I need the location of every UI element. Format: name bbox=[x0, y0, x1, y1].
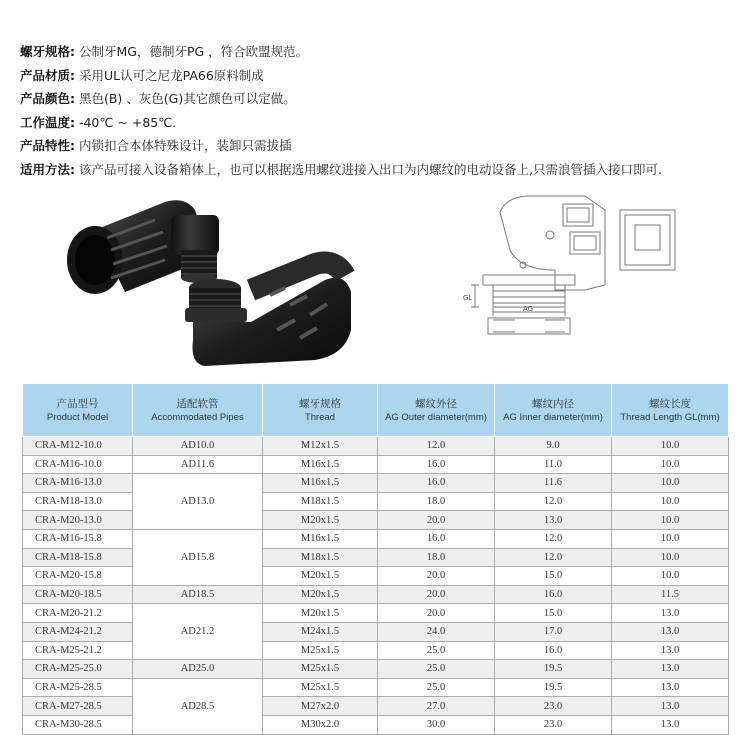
table-cell-thread: M24x1.5 bbox=[263, 622, 378, 641]
table-cell-inner: 13.0 bbox=[495, 511, 612, 530]
spec-row-usage bbox=[20, 158, 740, 182]
connector-left bbox=[67, 200, 219, 294]
col-header-pipe: 适配软管 Accommodated Pipes bbox=[133, 384, 263, 437]
spec-label: 螺牙规格: bbox=[20, 44, 75, 59]
table-cell-model: CRA-M16-13.0 bbox=[23, 474, 133, 493]
table-cell-length: 13.0 bbox=[612, 641, 729, 660]
table-cell-inner: 16.0 bbox=[495, 641, 612, 660]
table-cell-length: 13.0 bbox=[612, 715, 729, 734]
spec-value: 内锁扣合本体特殊设计，装卸只需拔插 bbox=[75, 138, 292, 153]
spec-row-feature bbox=[20, 134, 740, 158]
table-cell-length: 10.0 bbox=[612, 474, 729, 493]
table-row bbox=[23, 678, 729, 697]
spec-value: 该产品可接入设备箱体上，也可以根据选用螺纹进接入出口为内螺纹的电动设备上,只需浪管插入接口即可. bbox=[75, 161, 662, 177]
table-cell-model: CRA-M20-13.0 bbox=[23, 511, 133, 530]
spec-row-material bbox=[20, 64, 740, 88]
table-cell-model: CRA-M25-21.2 bbox=[23, 641, 133, 660]
table-cell-inner: 11.6 bbox=[495, 474, 612, 493]
spec-row-temperature bbox=[20, 111, 740, 135]
table-cell-pipe: AD11.6 bbox=[133, 455, 263, 474]
table-cell-model: CRA-M30-28.5 bbox=[23, 715, 133, 734]
table-cell-outer: 20.0 bbox=[378, 604, 495, 623]
table-cell-length: 10.0 bbox=[612, 437, 729, 456]
table-cell-outer: 16.0 bbox=[378, 529, 495, 548]
table-cell-model: CRA-M16-15.8 bbox=[23, 529, 133, 548]
table-cell-inner: 12.0 bbox=[495, 529, 612, 548]
product-photo bbox=[55, 180, 355, 375]
table-cell-model: CRA-M24-21.2 bbox=[23, 622, 133, 641]
table-cell-outer: 20.0 bbox=[378, 567, 495, 586]
col-header-inner: 螺纹内径 AG Inner diameter(mm) bbox=[495, 384, 612, 437]
table-cell-inner: 19.5 bbox=[495, 660, 612, 679]
table-cell-outer: 27.0 bbox=[378, 697, 495, 716]
table-cell-thread: M25x1.5 bbox=[263, 641, 378, 660]
table-cell-thread: M20x1.5 bbox=[263, 567, 378, 586]
table-cell-length: 13.0 bbox=[612, 604, 729, 623]
table-row bbox=[23, 548, 729, 567]
spec-row-thread bbox=[20, 40, 740, 64]
table-cell-length: 10.0 bbox=[612, 492, 729, 511]
table-cell-thread: M25x1.5 bbox=[263, 678, 378, 697]
table-row bbox=[23, 437, 729, 456]
table-cell-thread: M16x1.5 bbox=[263, 474, 378, 493]
table-cell-length: 13.0 bbox=[612, 660, 729, 679]
table-cell-thread: M16x1.5 bbox=[263, 455, 378, 474]
table-cell-model: CRA-M20-18.5 bbox=[23, 585, 133, 604]
table-row bbox=[23, 604, 729, 623]
table-header-row bbox=[23, 384, 729, 437]
spec-label: 产品颜色: bbox=[20, 91, 75, 106]
table-row bbox=[23, 529, 729, 548]
table-cell-pipe: AD15.8 bbox=[133, 529, 263, 585]
table-cell-outer: 18.0 bbox=[378, 492, 495, 511]
table-cell-inner: 12.0 bbox=[495, 492, 612, 511]
col-header-thread: 螺牙规格 Thread bbox=[263, 384, 378, 437]
table-row bbox=[23, 660, 729, 679]
technical-drawing bbox=[455, 190, 685, 350]
table-cell-model: CRA-M18-15.8 bbox=[23, 548, 133, 567]
table-cell-model: CRA-M18-13.0 bbox=[23, 492, 133, 511]
table-row bbox=[23, 567, 729, 586]
col-header-length: 螺纹长度 Thread Length GL(mm) bbox=[612, 384, 729, 437]
col-header-outer: 螺纹外径 AG Outer diameter(mm) bbox=[378, 384, 495, 437]
table-cell-inner: 12.0 bbox=[495, 548, 612, 567]
spec-value: -40℃ ~ +85℃. bbox=[75, 114, 177, 130]
table-cell-thread: M20x1.5 bbox=[263, 511, 378, 530]
table-row bbox=[23, 715, 729, 734]
table-cell-inner: 19.5 bbox=[495, 678, 612, 697]
spec-list bbox=[20, 40, 740, 181]
table-cell-thread: M27x2.0 bbox=[263, 697, 378, 716]
table-cell-thread: M20x1.5 bbox=[263, 585, 378, 604]
table-cell-outer: 25.0 bbox=[378, 641, 495, 660]
table-cell-length: 13.0 bbox=[612, 622, 729, 641]
table-cell-model: CRA-M25-25.0 bbox=[23, 660, 133, 679]
table-cell-pipe: AD25.0 bbox=[133, 660, 263, 679]
table-row bbox=[23, 511, 729, 530]
table-row bbox=[23, 641, 729, 660]
table-row bbox=[23, 622, 729, 641]
table-cell-length: 10.0 bbox=[612, 511, 729, 530]
table-cell-outer: 16.0 bbox=[378, 474, 495, 493]
table-cell-length: 13.0 bbox=[612, 697, 729, 716]
table-cell-length: 10.0 bbox=[612, 529, 729, 548]
spec-label: 产品特性: bbox=[20, 138, 75, 153]
table-cell-thread: M20x1.5 bbox=[263, 604, 378, 623]
table-cell-outer: 30.0 bbox=[378, 715, 495, 734]
table-cell-thread: M30x2.0 bbox=[263, 715, 378, 734]
table-cell-model: CRA-M25-28.5 bbox=[23, 678, 133, 697]
table-cell-pipe: AD10.0 bbox=[133, 437, 263, 456]
table-cell-outer: 25.0 bbox=[378, 660, 495, 679]
table-cell-model: CRA-M16-10.0 bbox=[23, 455, 133, 474]
table-cell-inner: 9.0 bbox=[495, 437, 612, 456]
spec-label: 产品材质: bbox=[20, 67, 75, 83]
table-cell-length: 10.0 bbox=[612, 548, 729, 567]
table-cell-thread: M18x1.5 bbox=[263, 548, 378, 567]
table-row bbox=[23, 585, 729, 604]
table-cell-inner: 15.0 bbox=[495, 604, 612, 623]
table-cell-thread: M18x1.5 bbox=[263, 492, 378, 511]
spec-value: 黑色(B) 、灰色(G)其它颜色可以定做。 bbox=[75, 91, 296, 106]
table-cell-pipe: AD13.0 bbox=[133, 474, 263, 530]
table-cell-model: CRA-M27-28.5 bbox=[23, 697, 133, 716]
table-body bbox=[23, 437, 729, 735]
table-cell-pipe: AD21.2 bbox=[133, 604, 263, 660]
table-cell-length: 13.0 bbox=[612, 678, 729, 697]
table-cell-model: CRA-M20-15.8 bbox=[23, 567, 133, 586]
table-cell-inner: 23.0 bbox=[495, 697, 612, 716]
table-cell-model: CRA-M12-10.0 bbox=[23, 437, 133, 456]
table-cell-length: 10.0 bbox=[612, 567, 729, 586]
spec-value: 采用UL认可之尼龙PA66原料制成 bbox=[75, 67, 264, 83]
col-header-model: 产品型号 Product Model bbox=[23, 384, 133, 437]
spec-table bbox=[22, 383, 729, 735]
table-cell-inner: 15.0 bbox=[495, 567, 612, 586]
table-cell-inner: 11.0 bbox=[495, 455, 612, 474]
table-cell-outer: 20.0 bbox=[378, 511, 495, 530]
table-cell-inner: 17.0 bbox=[495, 622, 612, 641]
table-cell-length: 10.0 bbox=[612, 455, 729, 474]
table-row bbox=[23, 492, 729, 511]
table-cell-thread: M12x1.5 bbox=[263, 437, 378, 456]
table-cell-outer: 25.0 bbox=[378, 678, 495, 697]
table-cell-length: 11.5 bbox=[612, 585, 729, 604]
spec-row-color bbox=[20, 87, 740, 111]
table-cell-inner: 16.0 bbox=[495, 585, 612, 604]
table-cell-outer: 16.0 bbox=[378, 455, 495, 474]
table-cell-model: CRA-M20-21.2 bbox=[23, 604, 133, 623]
table-cell-thread: M16x1.5 bbox=[263, 529, 378, 548]
table-cell-outer: 12.0 bbox=[378, 437, 495, 456]
spec-value: 公制牙MG，德制牙PG ，符合欧盟规范。 bbox=[75, 44, 309, 59]
table-cell-outer: 24.0 bbox=[378, 622, 495, 641]
spec-label: 工作温度: bbox=[20, 114, 75, 130]
gl-label: GL bbox=[463, 294, 473, 302]
table-row bbox=[23, 455, 729, 474]
table-cell-thread: M25x1.5 bbox=[263, 660, 378, 679]
table-cell-outer: 18.0 bbox=[378, 548, 495, 567]
table-cell-pipe: AD18.5 bbox=[133, 585, 263, 604]
table-row bbox=[23, 697, 729, 716]
table-cell-inner: 23.0 bbox=[495, 715, 612, 734]
ag-label: AG bbox=[523, 305, 534, 313]
table-cell-outer: 20.0 bbox=[378, 585, 495, 604]
table-cell-pipe: AD28.5 bbox=[133, 678, 263, 734]
spec-label: 适用方法: bbox=[20, 161, 75, 177]
table-row bbox=[23, 474, 729, 493]
